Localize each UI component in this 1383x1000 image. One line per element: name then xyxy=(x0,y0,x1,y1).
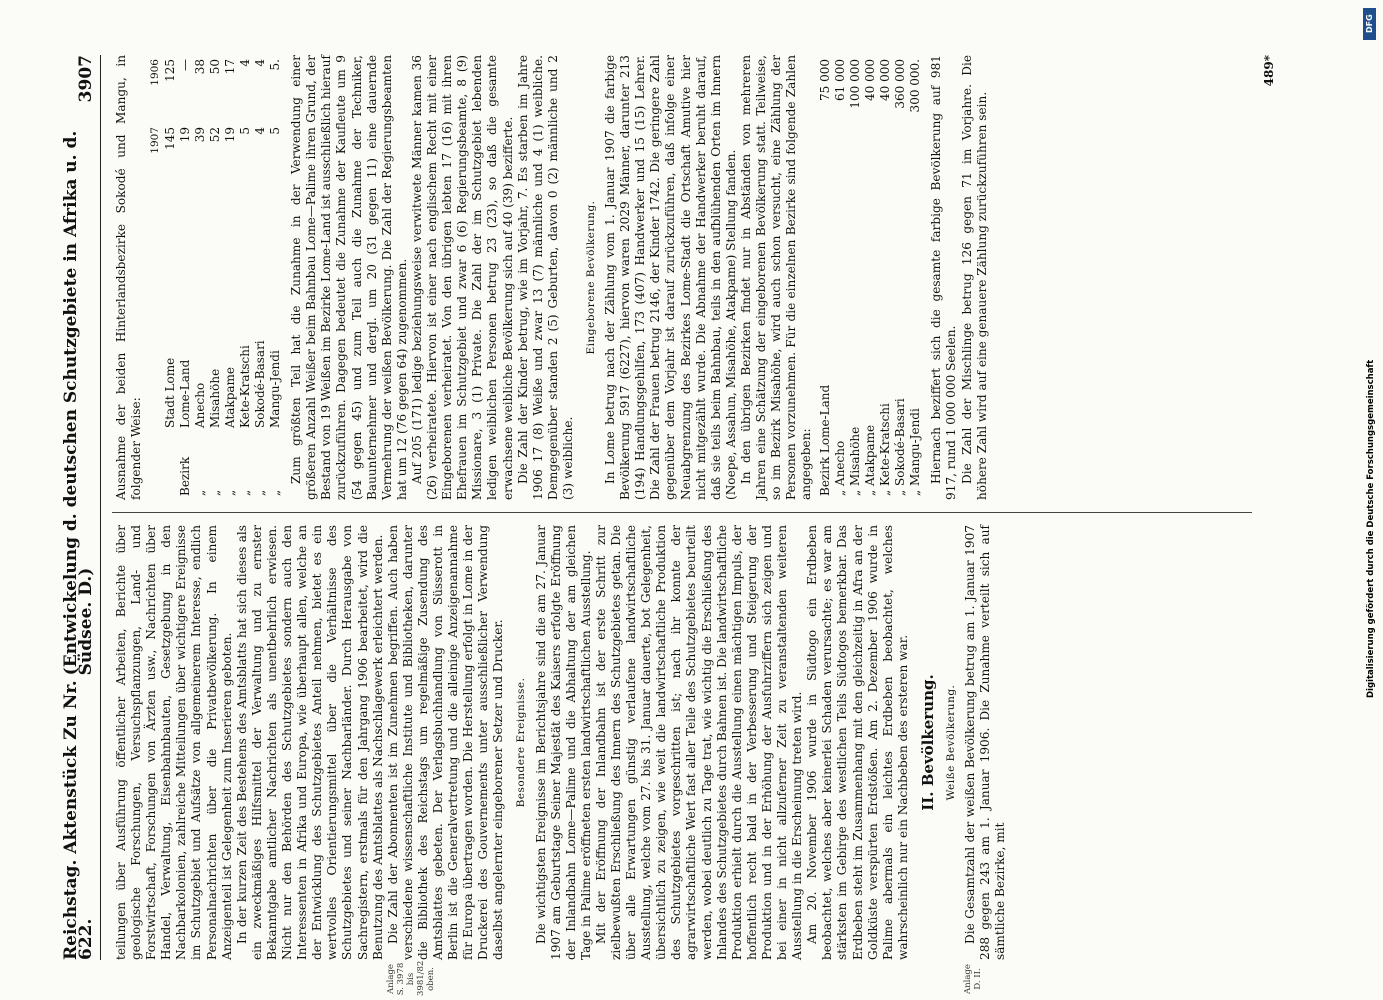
table-row: „ Anecho 39 38 xyxy=(193,59,208,496)
table-row: „ Atakpame 40 000 xyxy=(863,59,878,496)
table-row: „ Mangu-Jendi 300 000. xyxy=(908,59,923,496)
dfg-logo-mark: DFG xyxy=(1363,8,1376,40)
subheading-events: Besondere Ereignisse. xyxy=(515,677,528,808)
rotated-page xyxy=(34,0,1334,1000)
header-left: Reichstag. Aktenstück Zu Nr. 622. xyxy=(60,680,96,960)
paragraph: Die wichtigsten Ereignisse im Berichtsjahre sind die am 27. Januar 1907 am Geburtstage Seiner Majestät des Kaisers erfolgte Eröffnung der Inlandbahn Lome—Palime und die Abhaltung der am gleichen Tage in Palime eröffneten ersten landwirtschaftlichen Ausstellung. xyxy=(533,525,593,960)
table-row: „ Kete-Kratschi 5 4 xyxy=(238,59,253,496)
table-row: Bezirk Lome-Land 75 000 xyxy=(818,59,833,496)
paragraph: Mit der Eröffnung der Inlandbahn ist der erste Schritt zur zielbewußten Erschließung des Innern des Schutzgebietes getan. Die über alle Erwartungen günstig verlaufene landwirtschaftliche Ausstellung, welche vom 27. bis 31. Januar dauerte, bot Gelegenheit, übersichtlich zu zeigen, wie weit die landwirtschaftliche Produktion des Schutzgebietes vorgeschritten ist; nach ihr konnte der agrarwirtschaftliche Wert fast aller Teile des Schutzgebietes beurteilt werden, wobei deutlich zu Tage trat, wie wichtig die Erschließung des Inlandes des Schutzgebietes durch Bahnen ist. Die landwirtschaftliche Produktion erhielt durch die Ausstellung einen mächtigen Impuls, der hoffentlich recht bald in der Verbesserung und Steigerung der Produktion und in der Erhöhung der Ausfuhrziffern sich zeigen und bei einer in nicht allzuferner Zeit zu veranstaltenden weiteren Ausstellung in die Erscheinung treten wird. xyxy=(593,525,805,960)
table-row: „ Mangu-Jendi 5 5. xyxy=(268,59,283,496)
table-row: Stadt Lome 145 125 xyxy=(163,59,178,428)
paragraph: Am 20. November 1906 wurde in Südtogo ein Erdbeben beobachtet, welches aber keinerlei Schaden verursachte; es war am stärksten im Gebirge des westlichen Teils Südtogos bemerkbar. Das Erdbeben steht im Zusammenhang mit den gleichzeitig in Afra an der Goldküste verspürten Erdstößen. Am 2. Dezember 1906 wurde in Palime abermals ein leichtes Erdbeben beobachtet, welches wahrscheinlich nur ein Nachbeben des ersteren war. xyxy=(805,525,910,960)
digitization-credit: Digitalisierung gefördert durch die Deutsche Forschungsgemeinschaft xyxy=(1366,359,1376,698)
table-row: „ Misahöhe 52 50 xyxy=(208,59,223,496)
paragraph: In den übrigen Bezirken findet nur in Abständen von mehreren Jahren eine Schätzung der eingeborenen Bevölkerung statt. Teilweise, so im Bezirk Misahöhe, wird auch schon versucht, eine Zählung der Personen vorzunehmen. Für die einzelnen Bezirke sind folgende Zahlen angegeben: xyxy=(738,55,814,500)
section-title: II. Bevölkerung. xyxy=(918,674,937,811)
subheading-white-population: Weiße Bevölkerung. xyxy=(944,684,957,801)
table-row: „ Anecho 61 000 xyxy=(833,59,848,496)
dfg-logo xyxy=(1362,4,1376,44)
column-divider xyxy=(112,512,1252,513)
header-title: (Entwickelung d. deutschen Schutzgebiete in Afrika u. d. Südsee. D.) xyxy=(60,130,96,676)
table-row: „ Sokodé-Basari 360 000 xyxy=(893,59,908,496)
table-row: Bezirk Lome-Land 19 — xyxy=(178,59,193,496)
margin-note-annex: Anlage S. 3978 bis 3981/82 oben. xyxy=(385,960,436,996)
margin-note-annex: Anlage D. II. xyxy=(963,964,984,994)
table-row: „ Atakpame 19 17 xyxy=(223,59,238,496)
left-column xyxy=(114,525,1008,996)
paragraph: Hiernach beziffert sich die gesamte farbige Bevölkerung auf 981 917, rund 1 000 000 Seelen. xyxy=(929,55,959,500)
paragraph: In der kurzen Zeit des Bestehens des Amtsblatts hat sich dieses als ein zweckmäßiges Hilfsmittel der Verwaltung und zu ernster Bekanntgabe amtlicher Nachrichten als unentbehrlich erwiesen. Nicht nur den Behörden des Schutzgebietes sondern auch den Interessenten in Afrika und Europa, wie überhaupt allen, welche an der Entwicklung des Schutzgebietes Anteil nehmen, bietet es ein wertvolles Orientierungsmittel über die Verhältnisse des Schutzgebietes und seiner Nachbarländer. Durch Herausgabe von Sachregistern, erstmals für den Jahrgang 1906 bearbeitet, wird die Benutzung des Amtsblattes als Nachschlagewerk erleichtert werden. xyxy=(234,525,385,960)
subheading-native-population: Eingeborene Bevölkerung. xyxy=(584,200,597,355)
native-population-table xyxy=(818,55,923,500)
white-population-table xyxy=(148,55,283,500)
page-header xyxy=(60,55,101,960)
year-header: 1906 xyxy=(149,59,162,86)
table-header-row xyxy=(148,55,163,500)
table-row: „ Kete-Kratschi 40 000 xyxy=(878,59,893,496)
paragraph: teilungen über Ausführung öffentlicher Arbeiten, Berichte über geologische Forschungen, Versuchspflanzungen, Land- und Forstwirtschaft, Forschungen von Ärzten usw., Nachrichten über Handel, Verwaltung, Eisenbahnbauten, Gesetzgebung in den Nachbarkolonien, zahlreiche Mitteilungen über wichtigere Ereignisse im Schutzgebiet und Aufsätze von allgemeinerem Interesse, endlich Personalnachrichten über die Privatbevölkerung. In einem Anzeigenteil ist Gelegenheit zum Inserieren geboten. xyxy=(114,525,234,960)
paragraph: Auf 205 (171) ledige beziehungsweise verwitwete Männer kamen 36 (26) verheiratete. Hiervon ist einer nach englischem Recht mit einer Eingeborenen verheiratet. Von den übrigen lebten 17 (16) mit ihren Ehefrauen im Schutzgebiet und zwar 6 (6) Regierungsbeamte, 8 (9) Missionare, 3 (1) Private. Die Zahl der im Schutzgebiet lebenden ledigen weiblichen Personen betrug 23 (23), so daß die gesamte erwachsene weibliche Bevölkerung sich auf 40 (39) bezifferte. xyxy=(409,55,515,500)
paragraph: Die Zahl der Mischlinge betrug 126 gegen 71 im Vorjahre. Die höhere Zahl wird auf eine genauere Zählung zurückzuführen sein. xyxy=(959,55,989,500)
table-row: „ Sokodé-Basari 4 4 xyxy=(253,59,268,496)
table-row: „ Misahöhe 100 000 xyxy=(848,59,863,496)
right-column xyxy=(114,55,990,500)
page-number: 3907 xyxy=(75,55,96,103)
paragraph: Zum größten Teil hat die Zunahme in der Verwendung einer größeren Anzahl Weißer beim Bahnbau Lome—Palime ihren Grund, der Bestand von 19 Weißen im Bezirke Lome-Land ist ausschließlich hierauf zurückzuführen. Dagegen bedeutet die Zunahme der Kaufleute um 9 (54 gegen 45) und zum Teil auch die Zunahme der Techniker, Bauunternehmer und dergl. um 20 (31 gegen 11) eine dauernde Vermehrung der weißen Bevölkerung. Die Zahl der Regierungsbeamten hat um 12 (76 gegen 64) zugenommen. xyxy=(289,55,409,500)
paragraph: Die Zahl der Kinder betrug, wie im Vorjahr, 7. Es starben im Jahre 1906 17 (8) Weiße und zwar 13 (7) männliche und 4 (1) weibliche. Demgegenüber standen 2 (5) Geburten, davon 0 (2) männliche und 2 (3) weibliche. xyxy=(515,55,575,500)
paragraph: Die Zahl der Abonnenten ist im Zunehmen begriffen. Auch haben verschiedene wissenschaftliche Institute und Bibliotheken, darunter die Bibliothek des Reichstags um regelmäßige Zusendung des Amtsblattes gebeten. Der Verlagsbuchhandlung von Süsserott in Berlin ist die Generalvertretung und die alleinige Anzeigenannahme für Europa übertragen worden. Die Herstellung erfolgt in Lome in der Druckerei des Gouvernements unter ausschließlicher Verwendung daselbst angelernter eingeborener Setzer und Drucker. xyxy=(385,525,506,960)
paragraph: Die Gesamtzahl der weißen Bevölkerung betrug am 1. Januar 1907 288 gegen 243 am 1. Januar 1906. Die Zunahme verteilt sich auf sämtliche Bezirke, mit xyxy=(963,525,1008,960)
paragraph: Ausnahme der beiden Hinterlandsbezirke Sokodé und Mangu, in folgender Weise: xyxy=(114,55,144,500)
page-signature: 489* xyxy=(1262,55,1276,87)
paragraph: In Lome betrug nach der Zählung vom 1. Januar 1907 die farbige Bevölkerung 5917 (6227), hiervon waren 2029 Männer, darunter 213 (194) Handlungsgehilfen, 173 (407) Handwerker und 15 (15) Lehrer. Die Zahl der Frauen betrug 2146, der Kinder 1742. Die geringere Zahl gegenüber dem Vorjahr ist darauf zurückzuführen, daß infolge einer Neuabgrenzung des Bezirkes Lome-Stadt die Ortschaft Amutive hier nicht mitgezählt wurde. Die Abnahme der Handwerker beruht darauf, daß sie teils beim Bahnbau, teils in den aufblühenden Orten im Innern (Noepe, Assahun, Misahöhe, Atakpame) Stellung fanden. xyxy=(603,55,738,500)
year-header: 1907 xyxy=(149,127,162,154)
